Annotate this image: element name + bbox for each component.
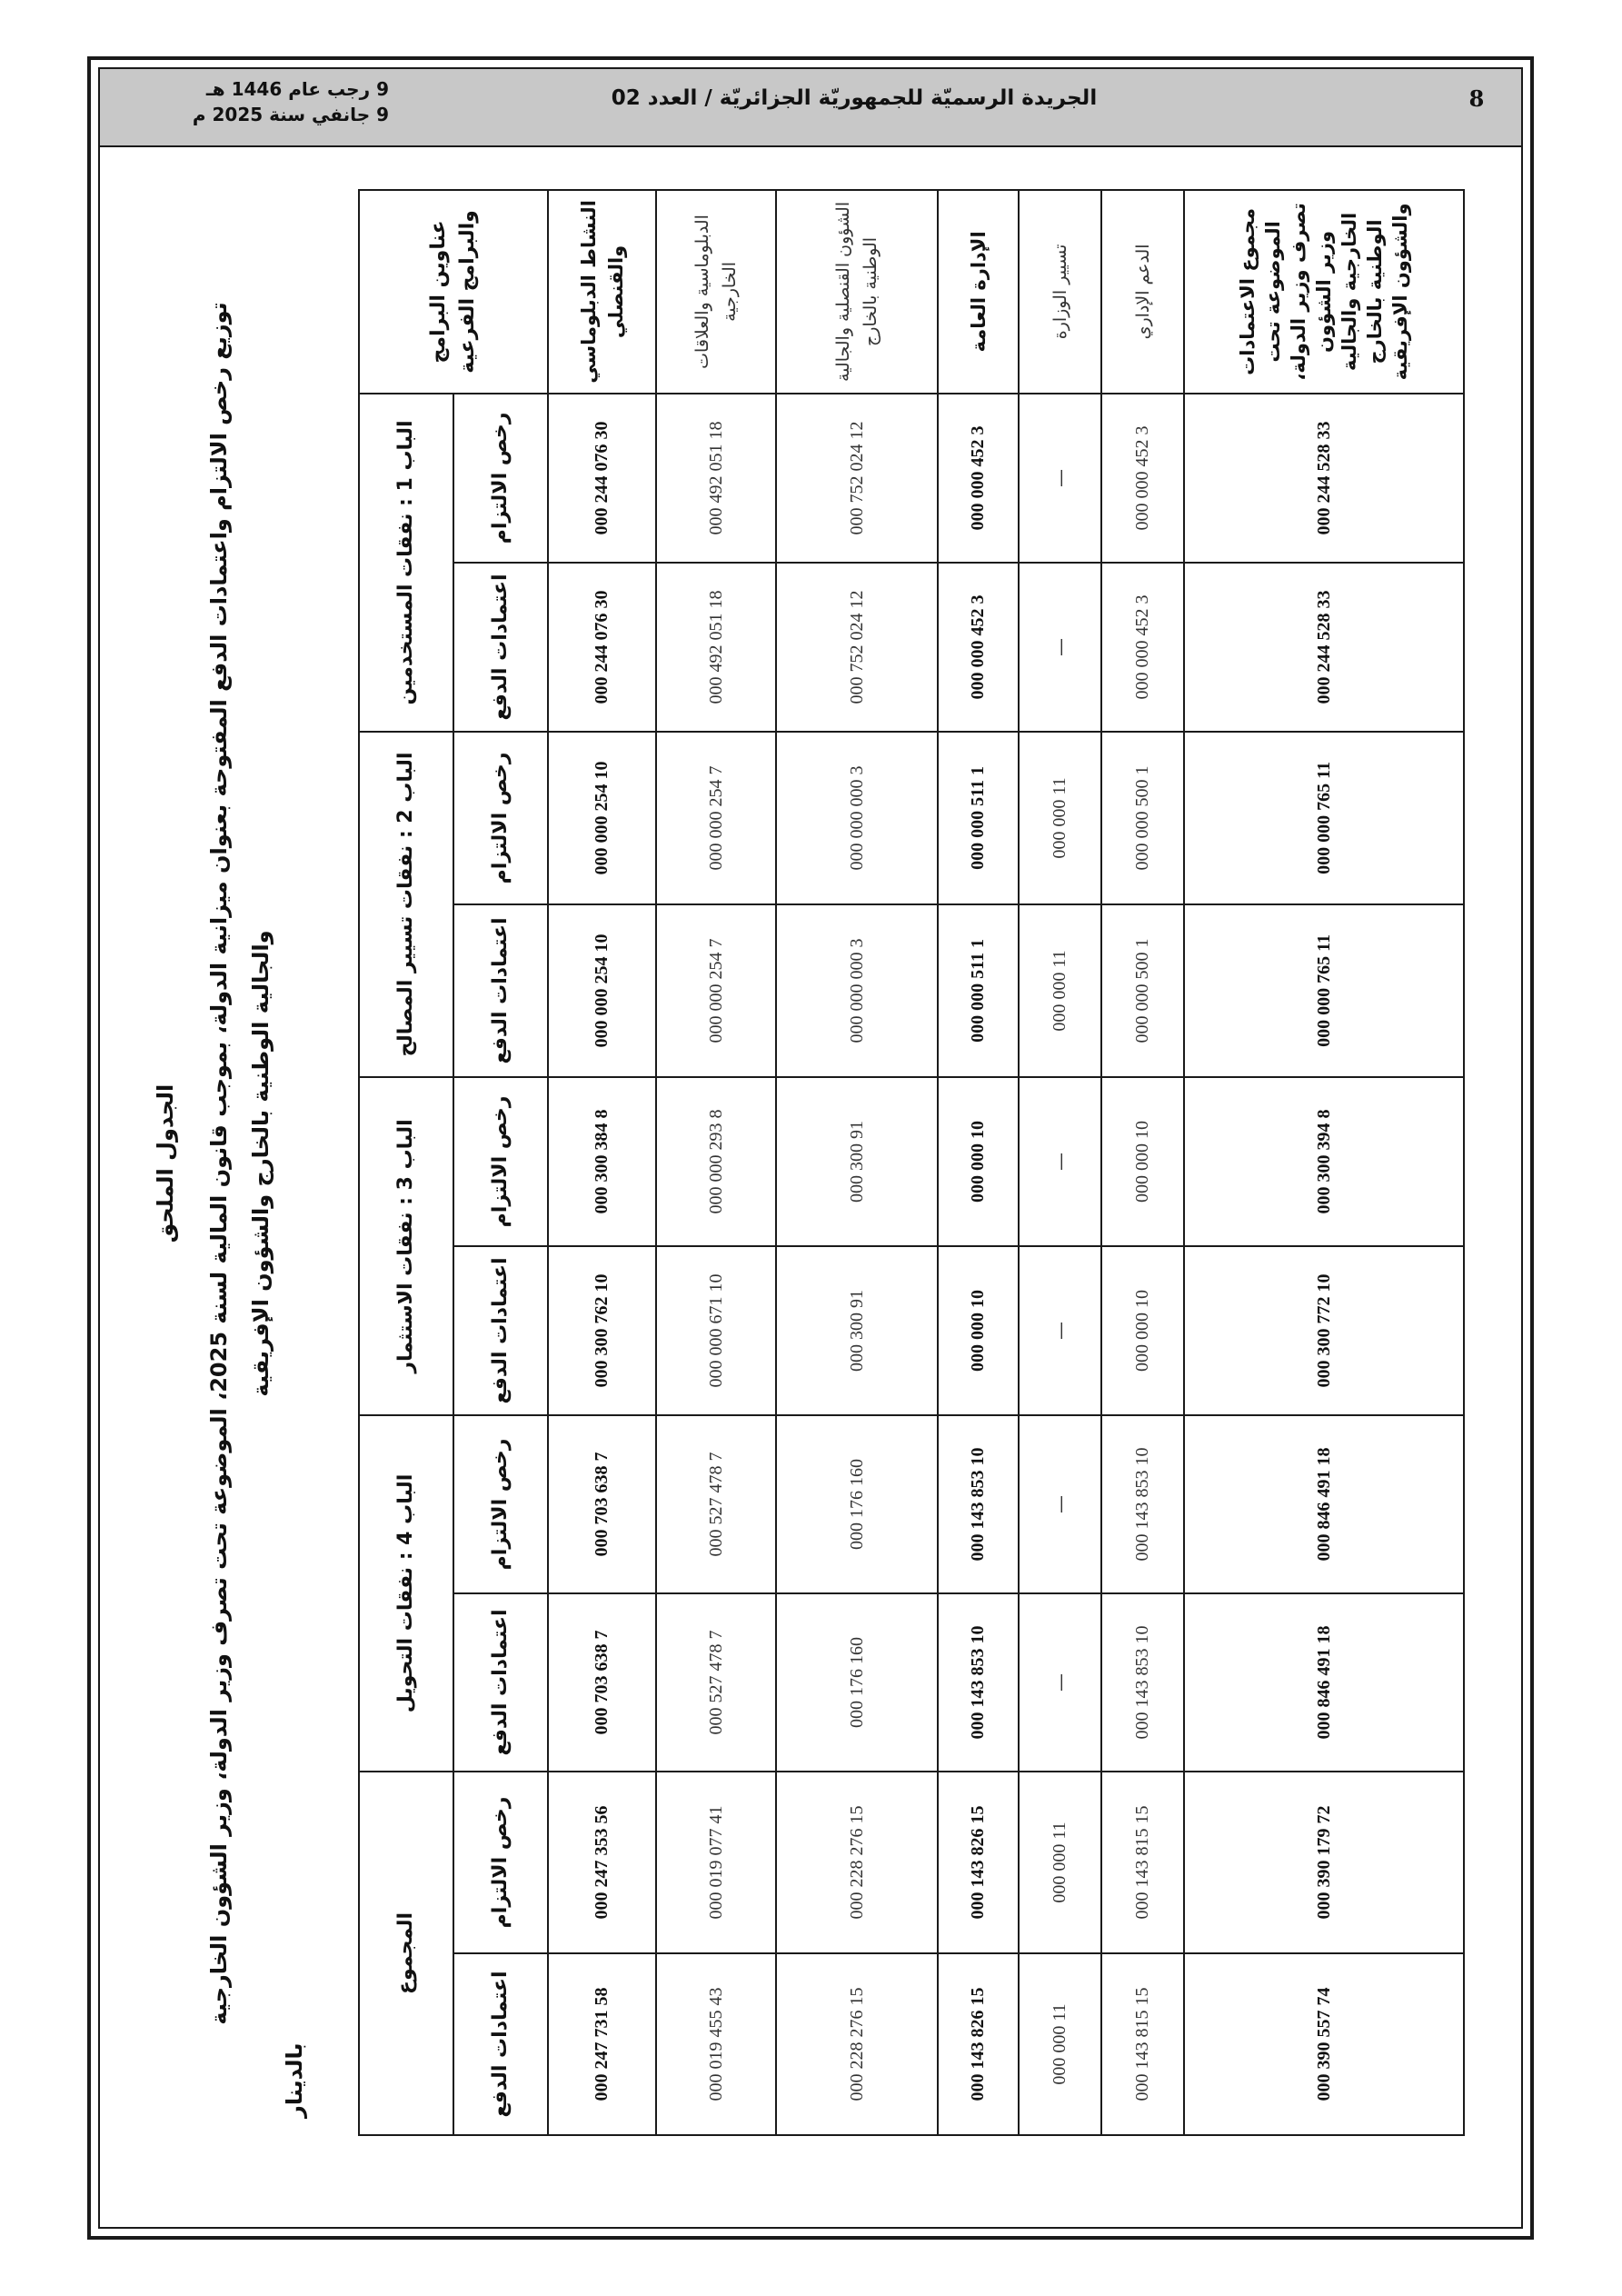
- annex-description: توزيع رخص الالتزام واعتمادات الدفع المفتوحة بعنوان ميزانية الدولة، بموجب قانون المالية لسنة 2025، الموضوعة تحت تصرف وزير الدولة، وزير الشؤون الخارجية والجالية الوطنية بالخارج والشؤون الإفريقية: [206, 302, 274, 2025]
- header-commitment: رخص الالتزام: [453, 1077, 548, 1246]
- cell-value: 10 853 143 000: [1101, 1415, 1184, 1593]
- header-commitment: رخص الالتزام: [453, 394, 548, 563]
- cell-value: 15 276 228 000: [776, 1772, 938, 1953]
- cell-value: 15 276 228 000: [776, 1953, 938, 2135]
- cell-value: 10 671 000 000: [656, 1246, 776, 1415]
- header-payment: اعتمادات الدفع: [453, 1246, 548, 1415]
- header-commitment: رخص الالتزام: [453, 732, 548, 904]
- cell-value: 8 384 300 000: [548, 1077, 656, 1246]
- cell-value: 160 176 000: [776, 1415, 938, 1593]
- cell-value: 3 452 000 000: [1101, 394, 1184, 563]
- cell-value: 56 353 247 000: [548, 1772, 656, 1953]
- row-label: الإدارة العامة: [938, 190, 1019, 394]
- row-label: مجموع الاعتمادات الموضوعة تحت تصرف وزير الدولة، وزير الشؤون الخارجية والجالية الوطنية بالخارج والشؤون الإفريقية: [1184, 190, 1464, 394]
- header-title-4: الباب 4 : نفقات التحويل: [359, 1415, 453, 1772]
- cell-value: 7 478 527 000: [656, 1593, 776, 1772]
- cell-value: 30 076 244 000: [548, 394, 656, 563]
- cell-value: —: [1019, 1593, 1101, 1772]
- cell-value: 18 051 492 000: [656, 394, 776, 563]
- cell-value: 8 293 000 000: [656, 1077, 776, 1246]
- rotated-annex: [147, 173, 1474, 2154]
- header-payment: اعتمادات الدفع: [453, 1953, 548, 2135]
- cell-value: 10 000 000: [938, 1077, 1019, 1246]
- header-payment: اعتمادات الدفع: [453, 1593, 548, 1772]
- cell-value: 3 000 000 000: [776, 732, 938, 904]
- cell-value: 3 452 000 000: [938, 563, 1019, 732]
- cell-value: —: [1019, 1077, 1101, 1246]
- header-programs: عناوين البرامج والبرامج الفرعية: [359, 190, 548, 394]
- cell-value: 7 638 703 000: [548, 1593, 656, 1772]
- cell-value: 10 853 143 000: [938, 1415, 1019, 1593]
- cell-value: 10 000 000: [1101, 1077, 1184, 1246]
- cell-value: 11 000 000: [1019, 732, 1101, 904]
- cell-value: 3 452 000 000: [938, 394, 1019, 563]
- cell-value: 10 853 143 000: [938, 1593, 1019, 1772]
- header-title-1: الباب 1 : نفقات المستخدمين: [359, 394, 453, 732]
- cell-value: 11 000 000: [1019, 1772, 1101, 1953]
- cell-value: 11 765 000 000: [1184, 904, 1464, 1077]
- cell-value: 10 254 000 000: [548, 732, 656, 904]
- cell-value: 43 455 019 000: [656, 1953, 776, 2135]
- cell-value: 10 000 000: [938, 1246, 1019, 1415]
- header-payment: اعتمادات الدفع: [453, 904, 548, 1077]
- journal-title: الجريدة الرسميّة للجمهوريّة الجزائريّة / العدد 02: [611, 86, 1098, 110]
- row-label: تسيير الوزارة: [1019, 190, 1101, 394]
- budget-table: [358, 189, 1465, 2136]
- row-label: الشؤون القنصلية والجالية الوطنية بالخارج: [776, 190, 938, 394]
- cell-value: 10 254 000 000: [548, 904, 656, 1077]
- table-row: [548, 190, 656, 2135]
- cell-value: 160 176 000: [776, 1593, 938, 1772]
- cell-value: —: [1019, 1415, 1101, 1593]
- cell-value: 41 077 019 000: [656, 1772, 776, 1953]
- cell-value: —: [1019, 1246, 1101, 1415]
- table-row-total: [1184, 190, 1464, 2135]
- cell-value: 72 179 390 000: [1184, 1772, 1464, 1953]
- annex-title: الجدول الملحق: [153, 1083, 178, 1243]
- cell-value: 7 254 000 000: [656, 904, 776, 1077]
- cell-value: 91 300 000: [776, 1246, 938, 1415]
- cell-value: 7 638 703 000: [548, 1415, 656, 1593]
- header-title-2: الباب 2 : نفقات تسيير المصالح: [359, 732, 453, 1077]
- cell-value: 15 826 143 000: [938, 1772, 1019, 1953]
- cell-value: 1 511 000 000: [938, 732, 1019, 904]
- table-row: [938, 190, 1019, 2135]
- cell-value: 7 254 000 000: [656, 732, 776, 904]
- cell-value: 15 815 143 000: [1101, 1772, 1184, 1953]
- cell-value: 10 762 300 000: [548, 1246, 656, 1415]
- header-payment: اعتمادات الدفع: [453, 563, 548, 732]
- row-label: النشاط الدبلوماسي والقنصلي: [548, 190, 656, 394]
- cell-value: 11 765 000 000: [1184, 732, 1464, 904]
- cell-value: 7 478 527 000: [656, 1415, 776, 1593]
- cell-value: 33 528 244 000: [1184, 563, 1464, 732]
- cell-value: 8 394 300 000: [1184, 1077, 1464, 1246]
- cell-value: 30 076 244 000: [548, 563, 656, 732]
- cell-value: 3 452 000 000: [1101, 563, 1184, 732]
- issue-date: [116, 76, 389, 127]
- cell-value: 1 511 000 000: [938, 904, 1019, 1077]
- header-title-3: الباب 3 : نفقات الاستثمار: [359, 1077, 453, 1415]
- cell-value: 1 500 000 000: [1101, 732, 1184, 904]
- cell-value: 18 051 492 000: [656, 563, 776, 732]
- cell-value: 10 853 143 000: [1101, 1593, 1184, 1772]
- row-label: الدبلوماسية والعلاقات الخارجية: [656, 190, 776, 394]
- table-row: [656, 190, 776, 2135]
- table-row: [1101, 190, 1184, 2135]
- cell-value: 10 000 000: [1101, 1246, 1184, 1415]
- header-commitment: رخص الالتزام: [453, 1772, 548, 1953]
- header-commitment: رخص الالتزام: [453, 1415, 548, 1593]
- currency-unit: بالدينار: [282, 2042, 307, 2118]
- date-gregorian: 9 جانفي سنة 2025 م: [192, 104, 389, 125]
- header-total: المجموع: [359, 1772, 453, 2135]
- cell-value: 58 731 247 000: [548, 1953, 656, 2135]
- cell-value: 18 491 846 000: [1184, 1593, 1464, 1772]
- cell-value: 11 000 000: [1019, 1953, 1101, 2135]
- cell-value: 74 557 390 000: [1184, 1953, 1464, 2135]
- cell-value: 15 826 143 000: [938, 1953, 1019, 2135]
- cell-value: 33 528 244 000: [1184, 394, 1464, 563]
- cell-value: —: [1019, 563, 1101, 732]
- cell-value: —: [1019, 394, 1101, 563]
- cell-value: 91 300 000: [776, 1077, 938, 1246]
- cell-value: 10 772 300 000: [1184, 1246, 1464, 1415]
- cell-value: 15 815 143 000: [1101, 1953, 1184, 2135]
- date-hijri: 9 رجب عام 1446 هـ: [205, 78, 389, 100]
- row-label: الدعم الإداري: [1101, 190, 1184, 394]
- cell-value: 1 500 000 000: [1101, 904, 1184, 1077]
- table-row: [1019, 190, 1101, 2135]
- cell-value: 11 000 000: [1019, 904, 1101, 1077]
- cell-value: 18 491 846 000: [1184, 1415, 1464, 1593]
- cell-value: 12 024 752 000: [776, 563, 938, 732]
- cell-value: 12 024 752 000: [776, 394, 938, 563]
- page-number: 8: [1468, 85, 1485, 112]
- table-row: [776, 190, 938, 2135]
- cell-value: 3 000 000 000: [776, 904, 938, 1077]
